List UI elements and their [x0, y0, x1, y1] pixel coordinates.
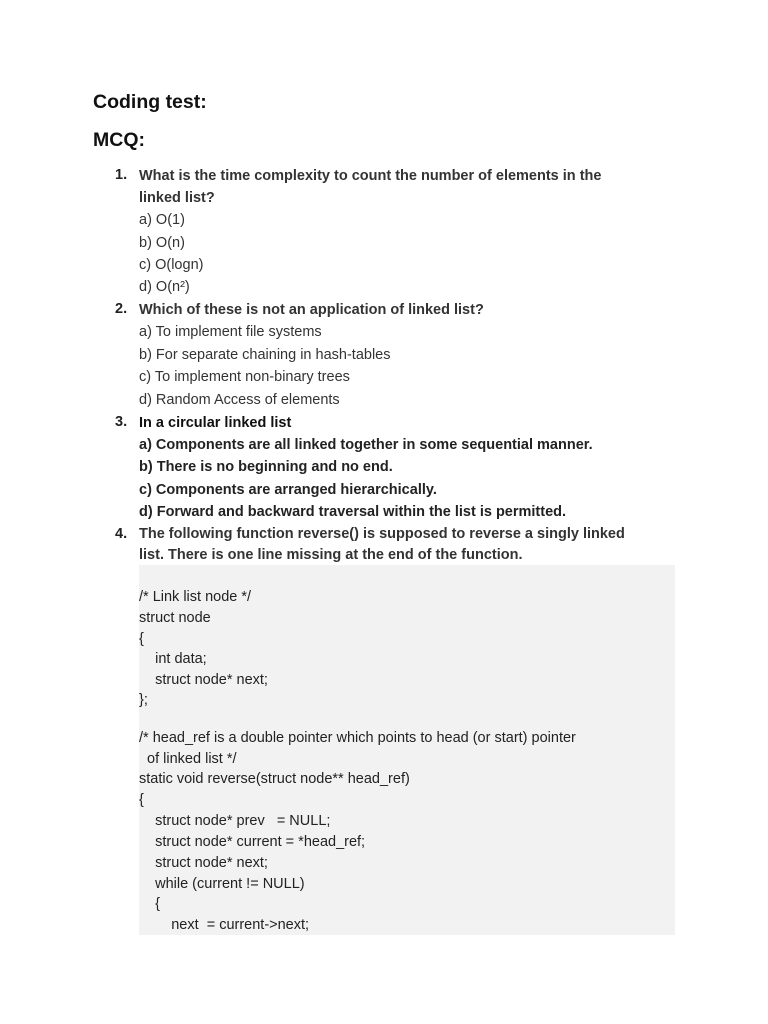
- code-line: struct node* current = *head_ref;: [139, 834, 366, 850]
- code-line: };: [139, 692, 148, 708]
- code-line: {: [139, 896, 160, 912]
- code-line: struct node* next;: [139, 672, 268, 688]
- option: c) O(logn): [139, 257, 204, 273]
- option: a) O(1): [139, 212, 185, 228]
- option: c) To implement non-binary trees: [139, 369, 350, 385]
- code-line: /* Link list node */: [139, 589, 252, 605]
- question-text: [139, 524, 679, 566]
- section-heading: MCQ:: [93, 129, 145, 151]
- question-number: 2.: [115, 301, 128, 317]
- question-line: What is the time complexity to count the number of elements in the: [139, 168, 602, 184]
- option: b) There is no beginning and no end.: [139, 459, 393, 475]
- question-number: 1.: [115, 167, 128, 183]
- code-line: struct node: [139, 610, 211, 626]
- option: d) Forward and backward traversal within the list is permitted.: [139, 504, 567, 520]
- question-line: In a circular linked list: [139, 415, 292, 431]
- option: b) For separate chaining in hash-tables: [139, 347, 391, 363]
- option: a) To implement file systems: [139, 324, 322, 340]
- question-text: [139, 299, 679, 321]
- question-line: list. There is one line missing at the end of the function.: [139, 547, 523, 563]
- option: d) Random Access of elements: [139, 392, 340, 408]
- option: b) O(n): [139, 235, 185, 251]
- code-line: struct node* next;: [139, 855, 268, 871]
- question-line: The following function reverse() is supposed to reverse a singly linked: [139, 526, 625, 542]
- option: a) Components are all linked together in some sequential manner.: [139, 437, 593, 453]
- question-text: [139, 165, 679, 209]
- code-line: next = current->next;: [139, 917, 310, 933]
- question-text: [139, 412, 679, 434]
- code-line: while (current != NULL): [139, 876, 305, 892]
- code-line: {: [139, 631, 144, 647]
- option: d) O(n²): [139, 279, 190, 295]
- code-line: {: [139, 792, 144, 808]
- code-line: /* head_ref is a double pointer which points to head (or start) pointer: [139, 730, 576, 746]
- code-line: of linked list */: [139, 751, 237, 767]
- page-title: Coding test:: [93, 91, 207, 113]
- question-number: 3.: [115, 414, 128, 430]
- code-line: int data;: [139, 651, 207, 667]
- code-line: struct node* prev = NULL;: [139, 813, 331, 829]
- question-line: linked list?: [139, 190, 215, 206]
- code-line: static void reverse(struct node** head_ref): [139, 771, 410, 787]
- question-line: Which of these is not an application of linked list?: [139, 302, 484, 318]
- option: c) Components are arranged hierarchically.: [139, 482, 437, 498]
- question-number: 4.: [115, 526, 128, 542]
